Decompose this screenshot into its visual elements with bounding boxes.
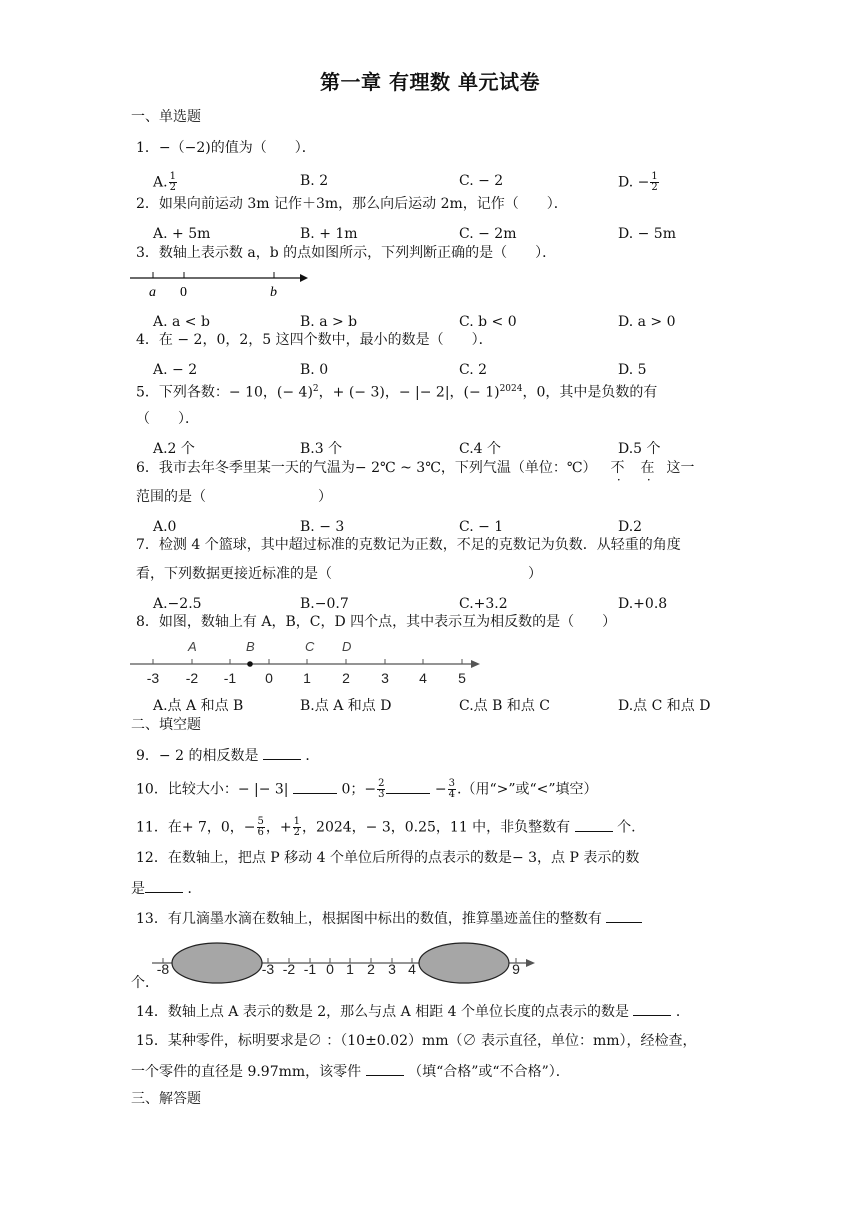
- q11-fraction-1: [257, 817, 265, 838]
- q1-option-b: B. 2: [300, 173, 329, 189]
- frac-num: 5: [257, 816, 264, 827]
- q15-answer-blank[interactable]: [366, 1062, 404, 1076]
- question-9: [136, 746, 319, 765]
- q5-stem-part: 5．下列各数：− 10，(− 4): [136, 384, 313, 401]
- q15-text: 一个零件的直径是 9.97mm，该零件: [131, 1064, 362, 1080]
- question-5-stem-cont: （ ）．: [136, 411, 199, 427]
- tick-label: -1: [223, 670, 237, 686]
- question-2-stem: 2．如果向前运动 3m 记作＋3m，那么向后运动 2m，记作（ ）．: [136, 196, 568, 212]
- frac-num: 1: [169, 171, 176, 182]
- point-label-b: B: [246, 639, 255, 654]
- q13-number-line: [150, 940, 540, 986]
- q9-text-end: ．: [305, 748, 320, 764]
- q7-option-b: B.−0.7: [300, 596, 349, 612]
- question-12-stem: 12．在数轴上，把点 P 移动 4 个单位后所得的点表示的数是− 3，点 P 表示的数: [136, 850, 640, 866]
- q10-text: 0；−: [341, 781, 377, 798]
- q9-text: 9．− 2 的相反数是: [136, 748, 259, 764]
- q7-option-c: C.+3.2: [459, 596, 508, 612]
- q1-option-a-label: A.: [153, 174, 168, 191]
- q1-option-d-label: D. −: [618, 174, 650, 191]
- q2-option-b: B. + 1m: [300, 226, 358, 242]
- tick-label: 4: [408, 961, 416, 977]
- q1-option-a: [153, 172, 178, 193]
- q10-text: 10．比较大小：− |− 3|: [136, 781, 289, 798]
- q14-answer-blank[interactable]: [633, 1002, 671, 1016]
- tick-label: 9: [512, 961, 520, 977]
- q13-unit: 个．: [131, 975, 159, 991]
- label-zero: 0: [180, 285, 187, 300]
- q5-option-b: B.3 个: [300, 441, 343, 457]
- q6-option-a: A.0: [153, 519, 177, 535]
- q1-option-c: C. − 2: [459, 173, 504, 189]
- q4-option-d: D. 5: [618, 362, 647, 378]
- q15-text-end: （填“合格”或“不合格”）．: [408, 1064, 570, 1080]
- frac-den: 2: [169, 182, 176, 193]
- q6-option-d: D.2: [618, 519, 643, 535]
- tick-label: -1: [303, 961, 317, 977]
- tick-label: 1: [303, 670, 311, 686]
- frac-den: 3: [378, 789, 385, 800]
- q6-emphasis-in: 在: [640, 460, 655, 476]
- frac-num: 3: [448, 778, 456, 789]
- point-b-marker: [247, 661, 253, 667]
- q5-stem-part: ，0，其中是负数的有: [522, 384, 658, 401]
- q11-unit: 个.: [617, 819, 636, 836]
- tick-label: -2: [185, 670, 199, 686]
- ink-blot-right: [419, 943, 509, 983]
- question-6-stem: [136, 459, 695, 477]
- q3-number-line: [128, 266, 313, 302]
- frac-num: 2: [378, 778, 385, 789]
- page-title: 第一章 有理数 单元试卷: [320, 70, 540, 94]
- q2-option-a: A. + 5m: [153, 226, 211, 242]
- q11-answer-blank[interactable]: [575, 818, 613, 832]
- tick-label: 4: [419, 670, 427, 686]
- q10-text-end: .（用“>”或“<”填空）: [457, 781, 598, 798]
- axis-arrow: [300, 274, 308, 282]
- tick-label: -3: [146, 670, 160, 686]
- tick-label: 3: [381, 670, 389, 686]
- q6-stem-part: 这一: [666, 460, 695, 476]
- question-7-stem: 7．检测 4 个篮球，其中超过标准的克数记为正数，不足的克数记为负数．从轻重的角度: [136, 537, 681, 553]
- q10-fraction-1: [377, 779, 385, 800]
- q10-answer-blank-1[interactable]: [293, 780, 337, 794]
- point-label-a: A: [188, 639, 197, 654]
- section-heading-fill-in: 二、填空题: [131, 717, 201, 733]
- axis-arrow: [471, 660, 480, 668]
- tick-label: 2: [342, 670, 350, 686]
- question-12-stem-cont: [131, 879, 201, 898]
- point-label-c: C: [305, 639, 315, 654]
- question-15-stem-cont: [131, 1062, 570, 1081]
- q5-stem-part: ，+ (− 3)，− |− 2|，(− 1): [318, 384, 500, 401]
- tick-label: 5: [458, 670, 466, 686]
- tick-label: -8: [156, 961, 170, 977]
- q3-option-d: D. a > 0: [618, 314, 676, 330]
- q3-option-a: A. a < b: [153, 314, 210, 330]
- q12-text-end: ．: [187, 881, 202, 897]
- question-1-stem: 1．−（−2)的值为（ ）．: [136, 140, 316, 156]
- q8-option-c: C.点 B 和点 C: [459, 698, 551, 714]
- question-3-stem: 3．数轴上表示数 a，b 的点如图所示，下列判断正确的是（ ）．: [136, 245, 557, 261]
- axis-arrow: [526, 959, 535, 967]
- section-heading-single-choice: 一、单选题: [131, 109, 201, 125]
- question-13-stem: [136, 909, 642, 928]
- q7-option-d: D.+0.8: [618, 596, 668, 612]
- q6-stem-part: 6．我市去年冬季里某一天的气温为− 2℃ ~ 3℃，下列气温（单位：℃）: [136, 460, 597, 476]
- frac-num: 1: [293, 816, 301, 827]
- q1-option-a-fraction: [169, 172, 177, 193]
- question-8-stem: 8．如图，数轴上有 A，B，C，D 四个点，其中表示互为相反数的是（ ）: [136, 614, 617, 630]
- q8-option-b: B.点 A 和点 D: [300, 698, 392, 714]
- q10-fraction-2: [448, 779, 456, 800]
- frac-den: 2: [293, 827, 301, 838]
- frac-den: 6: [257, 827, 264, 838]
- q10-text: −: [434, 781, 447, 798]
- question-6-stem-cont: 范围的是（ ）: [136, 489, 332, 505]
- tick-label: 0: [326, 961, 334, 977]
- q11-text: 11．在+ 7，0，−: [136, 819, 256, 836]
- point-label-d: D: [342, 639, 352, 654]
- question-14: [136, 1002, 690, 1021]
- q11-fraction-2: [293, 817, 301, 838]
- frac-den: 4: [448, 789, 456, 800]
- q5-exponent-1: 2: [312, 384, 319, 394]
- q12-answer-blank[interactable]: [145, 879, 183, 893]
- q8-option-d: D.点 C 和点 D: [618, 698, 711, 714]
- q3-option-c: C. b < 0: [459, 314, 517, 330]
- q5-option-c: C.4 个: [459, 441, 502, 457]
- q4-option-c: C. 2: [459, 362, 488, 378]
- ink-blot-left: [172, 943, 262, 983]
- q1-option-d-fraction: [650, 172, 658, 193]
- q4-option-b: B. 0: [300, 362, 329, 378]
- q1-option-d: [618, 172, 660, 193]
- q4-option-a: A. − 2: [153, 362, 198, 378]
- question-4-stem: 4．在 − 2，0，2，5 这四个数中，最小的数是（ ）．: [136, 332, 493, 348]
- q13-answer-blank[interactable]: [606, 909, 642, 923]
- q13-text: 13．有几滴墨水滴在数轴上，根据图中标出的数值，推算墨迹盖住的整数有: [136, 911, 602, 927]
- tick-label: 0: [265, 670, 273, 686]
- frac-den: 2: [651, 182, 658, 193]
- q8-number-line: [128, 636, 488, 688]
- section-heading-solve: 三、解答题: [131, 1091, 201, 1107]
- tick-label: -3: [261, 961, 275, 977]
- question-7-stem-cont: 看，下列数据更接近标准的是（ ）: [136, 566, 542, 582]
- question-11: [136, 817, 636, 838]
- frac-num: 1: [651, 171, 658, 182]
- q5-option-d: D.5 个: [618, 441, 661, 457]
- q14-text: 14．数轴上点 A 表示的数是 2，那么与点 A 相距 4 个单位长度的点表示的数是: [136, 1004, 629, 1020]
- q10-answer-blank-2[interactable]: [386, 780, 430, 794]
- question-10: [136, 779, 598, 800]
- question-5-stem: [136, 380, 657, 402]
- label-a: a: [149, 285, 156, 300]
- q14-text-end: ．: [675, 1004, 690, 1020]
- q3-option-b: B. a > b: [300, 314, 358, 330]
- tick-label: 3: [388, 961, 396, 977]
- q12-text: 是: [131, 881, 145, 897]
- q11-text: ，+: [265, 819, 292, 836]
- label-b: b: [270, 285, 277, 300]
- q5-exponent-2: 2024: [499, 384, 523, 394]
- q5-option-a: A.2 个: [153, 441, 195, 457]
- tick-label: 2: [367, 961, 375, 977]
- q6-option-c: C. − 1: [459, 519, 504, 535]
- q2-option-c: C. − 2m: [459, 226, 517, 242]
- q8-option-a: A.点 A 和点 B: [153, 698, 244, 714]
- q7-option-a: A.−2.5: [153, 596, 202, 612]
- tick-label: -2: [282, 961, 296, 977]
- q6-emphasis-not: 不: [610, 460, 625, 476]
- q6-option-b: B. − 3: [300, 519, 345, 535]
- q11-text: ，2024，− 3，0.25，11 中，非负整数有: [302, 819, 571, 836]
- q2-option-d: D. − 5m: [618, 226, 676, 242]
- tick-label: 1: [346, 961, 354, 977]
- q9-answer-blank[interactable]: [263, 746, 301, 760]
- question-15-stem: 15．某种零件，标明要求是∅ ：（10±0.02）mm（∅ 表示直径，单位：mm），经检查，: [136, 1033, 697, 1049]
